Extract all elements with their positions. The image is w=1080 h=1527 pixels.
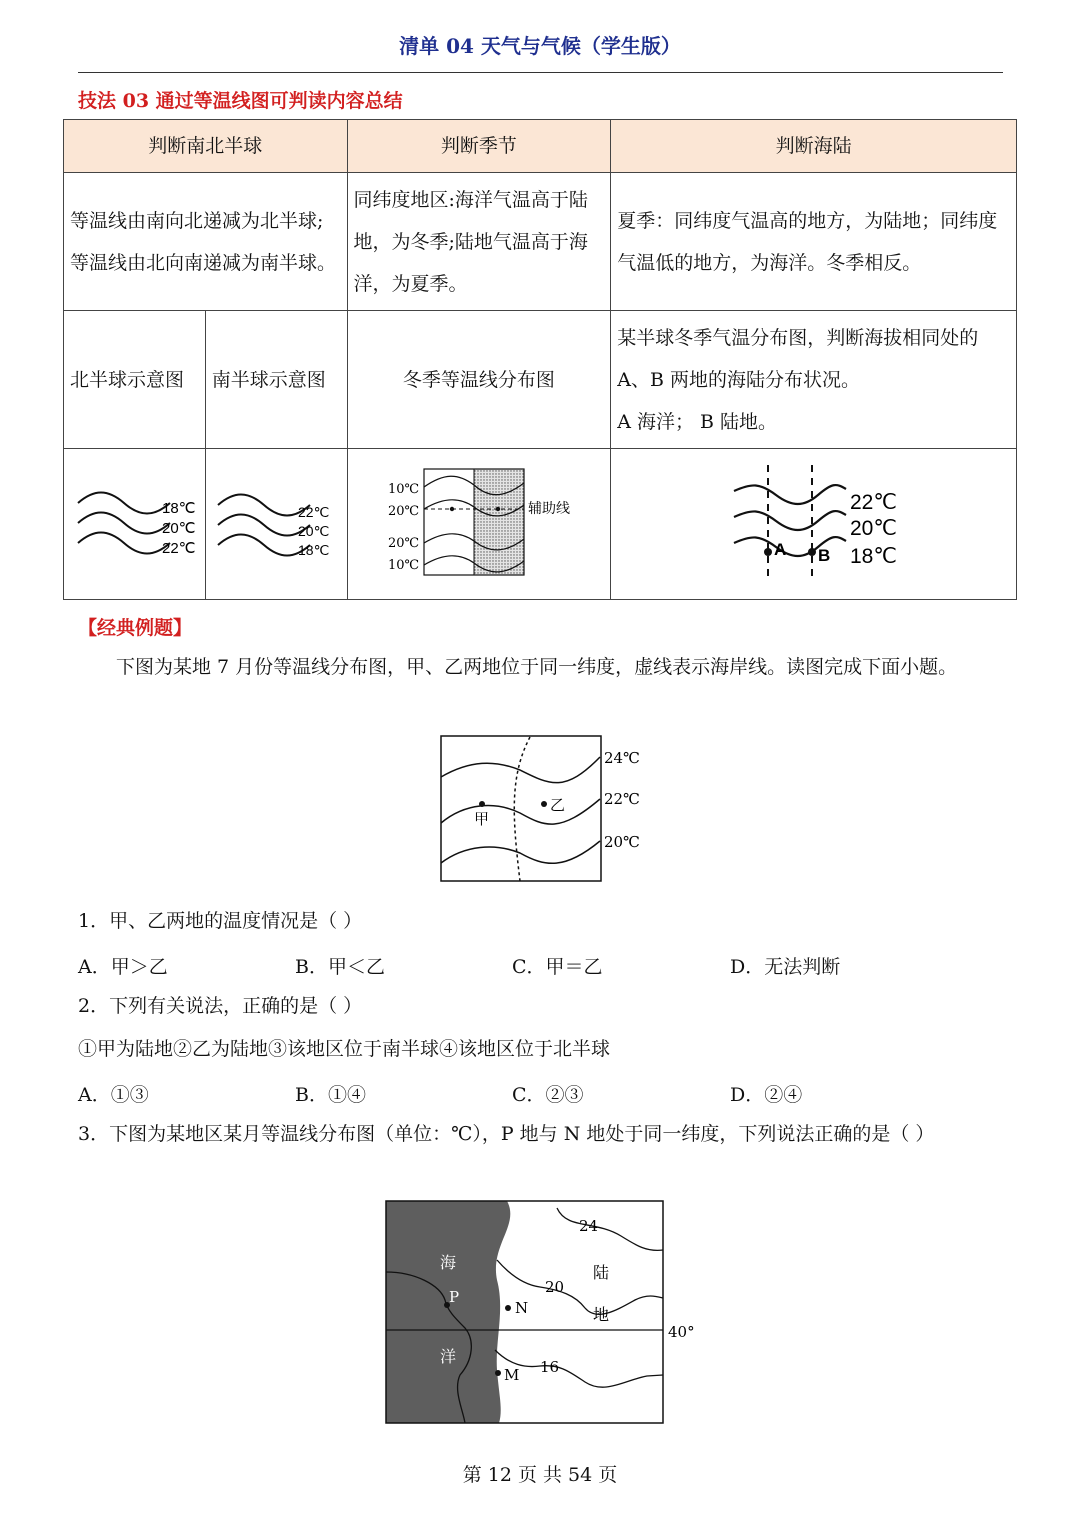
fig-north-cell: [64, 449, 206, 600]
south-label-1: 22℃: [298, 504, 330, 520]
isotherm-line: [441, 841, 600, 863]
isotherm-line: [734, 485, 846, 504]
q2-statements: ①甲为陆地②乙为陆地③该地区位于南半球④该地区位于北半球: [78, 1038, 611, 1060]
isotherm-24-label: 24: [579, 1217, 599, 1235]
table-rule-row: [64, 173, 1017, 311]
q1-option-c: C．甲＝乙: [512, 956, 603, 978]
fig1-label-2: 22℃: [604, 790, 640, 808]
latitude-label: 40°: [668, 1323, 695, 1341]
rule-hemisphere: 等温线由南向北递减为北半球;等温线由北向南递减为南半球。: [64, 173, 348, 311]
sea-area: [386, 1201, 510, 1423]
header-hemisphere: 判断南北半球: [64, 120, 348, 173]
landsea-label-2: 20℃: [849, 517, 897, 540]
q2-option-b: B．①④: [295, 1084, 366, 1106]
fig-south-cell: [205, 449, 347, 600]
north-label-2: 20℃: [162, 520, 196, 537]
landsea-label-1: 22℃: [849, 491, 897, 514]
table-label-row: [64, 311, 1017, 449]
aux-line-label: 辅助线: [527, 501, 570, 517]
section-title: 技法 03 通过等温线图可判读内容总结: [78, 90, 403, 112]
q2-option-a: A．①③: [78, 1084, 149, 1106]
north-hemisphere-diagram: [64, 449, 204, 599]
map-frame: [441, 736, 601, 881]
coastline-dashed: [514, 737, 530, 881]
q1-stem: 1．甲、乙两地的温度情况是（ ）: [78, 910, 363, 932]
isotherm-line: [441, 799, 600, 824]
landsea-desc-answer: A 海洋； B 陆地。: [617, 410, 778, 433]
q1-option-a: A．甲＞乙: [78, 956, 168, 978]
point-jia: [479, 801, 485, 807]
north-label-1: 18℃: [162, 500, 196, 517]
isotherm-line: [218, 495, 310, 516]
isotherm-line: [218, 535, 310, 556]
header-season: 判断季节: [347, 120, 611, 173]
landsea-isotherm-diagram: [612, 449, 1016, 599]
sea-char-1: 海: [440, 1253, 457, 1272]
isotherm-line: [218, 515, 310, 536]
isotherm-16: [495, 1350, 663, 1387]
winter-label-2: 20℃: [387, 504, 419, 519]
point-yi: [541, 801, 547, 807]
header-divider: [78, 72, 1003, 73]
winter-isotherm-diagram: [348, 449, 610, 599]
north-label-3: 22℃: [162, 540, 196, 557]
point-m-label: M: [504, 1366, 520, 1384]
sea-char-2: 洋: [440, 1347, 457, 1366]
q1-option-d: D．无法判断: [730, 956, 841, 978]
isotherm-line: [78, 533, 170, 554]
isotherm-line: [734, 511, 846, 530]
isotherm-line: [78, 493, 170, 514]
isotherm-20-label: 20: [545, 1278, 565, 1296]
point-n-label: N: [515, 1299, 529, 1317]
header-landsea: 判断海陆: [611, 120, 1017, 173]
point-p-label: P: [449, 1288, 460, 1306]
fig-landsea-cell: [611, 449, 1017, 600]
south-label-3: 18℃: [298, 542, 330, 558]
q2-option-d: D．②④: [730, 1084, 803, 1106]
july-isotherm-map: [440, 735, 670, 883]
page-footer: 第 12 页 共 54 页: [462, 1464, 618, 1486]
land-char-1: 陆: [593, 1263, 610, 1282]
winter-label-4: 10℃: [387, 558, 419, 573]
table-figure-row: [64, 449, 1017, 600]
south-label-2: 20℃: [298, 523, 330, 539]
land-char-2: 地: [593, 1305, 610, 1324]
rule-season: 同纬度地区:海洋气温高于陆地，为冬季;陆地气温高于海洋，为夏季。: [347, 173, 611, 311]
aux-point: [496, 507, 500, 511]
rule-landsea: 夏季：同纬度气温高的地方，为陆地；同纬度气温低的地方，为海洋。冬季相反。: [611, 173, 1017, 311]
label-south: 南半球示意图: [205, 311, 347, 449]
example-intro: 下图为某地 7 月份等温线分布图，甲、乙两地位于同一纬度，虚线表示海岸线。读图完成下面小题。: [116, 656, 958, 678]
point-yi-label: 乙: [550, 796, 566, 814]
isotherm-line: [78, 513, 170, 534]
isotherm-24: [557, 1208, 663, 1250]
point-jia-label: 甲: [474, 810, 490, 828]
label-winter: 冬季等温线分布图: [347, 311, 611, 449]
winter-label-3: 20℃: [387, 536, 419, 551]
point-n: [505, 1305, 511, 1311]
q2-stem: 2．下列有关说法，正确的是（ ）: [78, 995, 363, 1017]
fig1-label-1: 24℃: [604, 749, 640, 767]
aux-point: [450, 507, 454, 511]
point-m: [495, 1370, 501, 1376]
isotherm-summary-table: [63, 119, 1017, 600]
page-header-title: 清单 04 天气与气候（学生版）: [399, 34, 681, 58]
label-landsea-desc: [611, 311, 1017, 449]
landsea-desc-question: 某半球冬季气温分布图，判断海拔相同处的 A、B 两地的海陆分布状况。: [617, 326, 979, 391]
point-b: [808, 548, 816, 556]
q1-option-b: B．甲＜乙: [295, 956, 385, 978]
q2-option-c: C．②③: [512, 1084, 584, 1106]
fig-winter-cell: [347, 449, 611, 600]
q3-isotherm-map: [385, 1200, 705, 1425]
point-b-label: B: [817, 546, 830, 565]
example-label: 【经典例题】: [78, 617, 193, 639]
fig1-label-3: 20℃: [604, 833, 640, 851]
table-header-row: [64, 120, 1017, 173]
winter-label-1: 10℃: [387, 482, 419, 497]
sea-shading: [474, 469, 524, 575]
isotherm-16-label: 16: [540, 1358, 560, 1376]
label-north: 北半球示意图: [64, 311, 206, 449]
point-a: [764, 548, 772, 556]
landsea-label-3: 18℃: [849, 545, 897, 568]
point-a-label: A: [773, 540, 786, 559]
q3-stem: 3．下图为某地区某月等温线分布图（单位：℃），P 地与 N 地处于同一纬度，下列说法正确的是（ ）: [78, 1123, 935, 1145]
south-hemisphere-diagram: [206, 449, 346, 599]
